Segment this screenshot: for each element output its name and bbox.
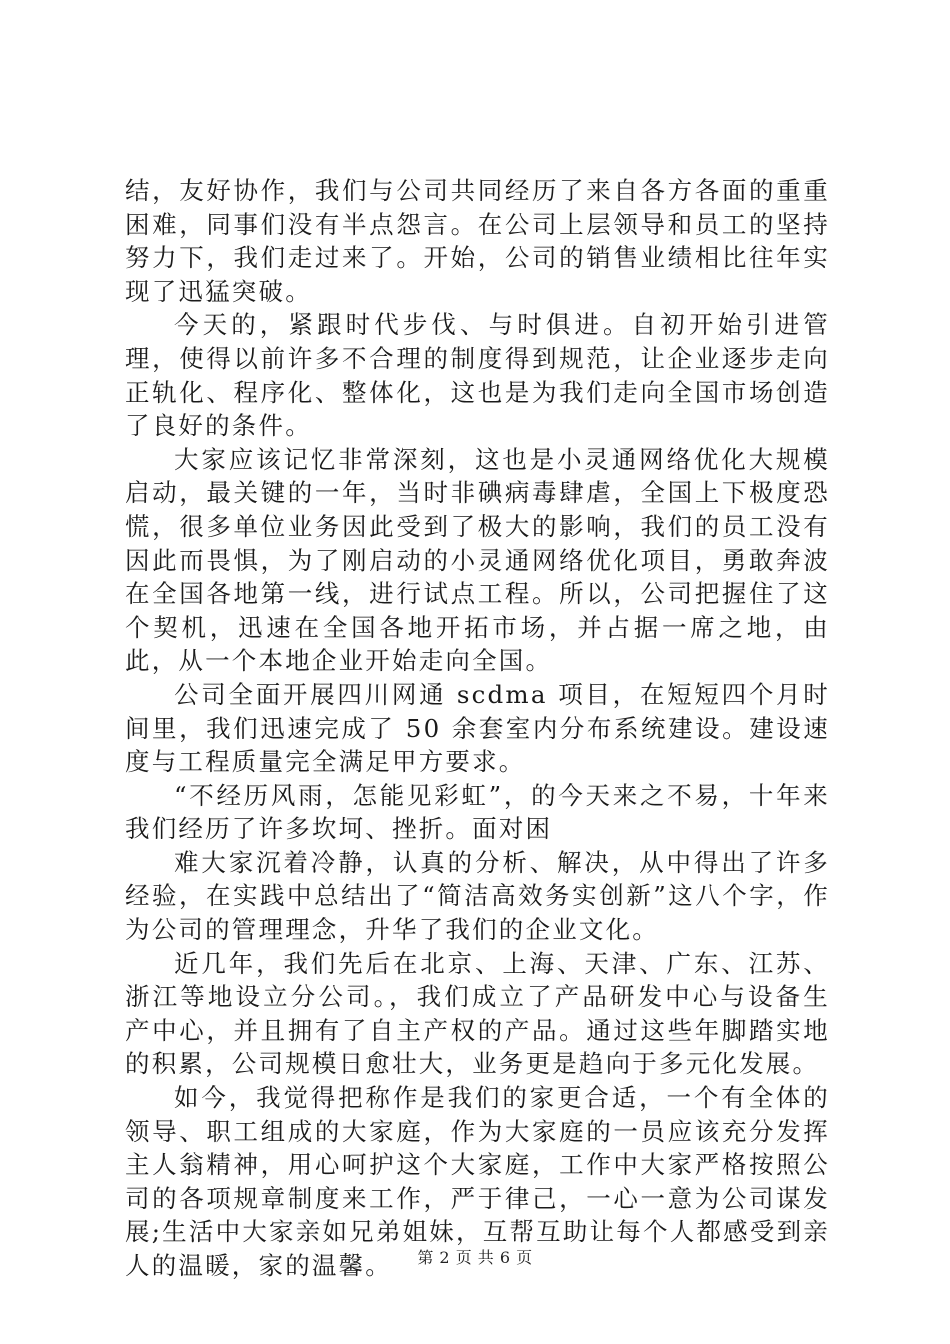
paragraph: 公司全面开展四川网通 scdma 项目，在短短四个月时间里，我们迅速完成了 50 余套室内分布系统建设。建设速度与工程质量完全满足甲方要求。 (125, 679, 830, 777)
page-footer (0, 1245, 950, 1268)
document-body (125, 174, 830, 1283)
paragraph: 如今，我觉得把称作是我们的家更合适，一个有全体的领导、职工组成的大家庭，作为大家庭的一员应该充分发挥主人翁精神，用心呵护这个大家庭，工作中大家严格按照公司的各项规章制度来工作，严于律己，一心一意为公司谋发展;生活中大家亲如兄弟姐妹，互帮互助让每个人都感受到亲人的温暖，家的温馨。 (125, 1083, 830, 1280)
paragraph: 大家应该记忆非常深刻，这也是小灵通网络优化大规模启动，最关键的一年，当时非碘病毒肆虐，全国上下极度恐慌，很多单位业务因此受到了极大的影响，我们的员工没有因此而畏惧，为了刚启动的小灵通网络优化项目，勇敢奔波在全国各地第一线，进行试点工程。所以，公司把握住了这个契机，迅速在全国各地开拓市场，并占据一席之地，由此，从一个本地企业开始走向全国。 (125, 444, 830, 676)
paragraph: 近几年，我们先后在北京、上海、天津、广东、江苏、浙江等地设立分公司。，我们成立了产品研发中心与设备生产中心，并且拥有了自主产权的产品。通过这些年脚踏实地的积累，公司规模日愈壮大，业务更是趋向于多元化发展。 (125, 948, 830, 1079)
paragraph: “不经历风雨，怎能见彩虹”，的今天来之不易，十年来我们经历了许多坎坷、挫折。面对困 (125, 780, 830, 844)
paragraph: 结，友好协作，我们与公司共同经历了来自各方各面的重重困难，同事们没有半点怨言。在公司上层领导和员工的坚持努力下，我们走过来了。开始，公司的销售业绩相比往年实现了迅猛突破。 (125, 176, 830, 306)
page-number: 第 2 页 共 6 页 (417, 1248, 533, 1267)
paragraph: 今天的，紧跟时代步伐、与时俱进。自初开始引进管理，使得以前许多不合理的制度得到规范，让企业逐步走向正轨化、程序化、整体化，这也是为我们走向全国市场创造了良好的条件。 (125, 310, 830, 441)
paragraph: 难大家沉着冷静，认真的分析、解决，从中得出了许多经验，在实践中总结出了“简洁高效务实创新”这八个字，作为公司的管理理念，升华了我们的企业文化。 (125, 847, 830, 945)
